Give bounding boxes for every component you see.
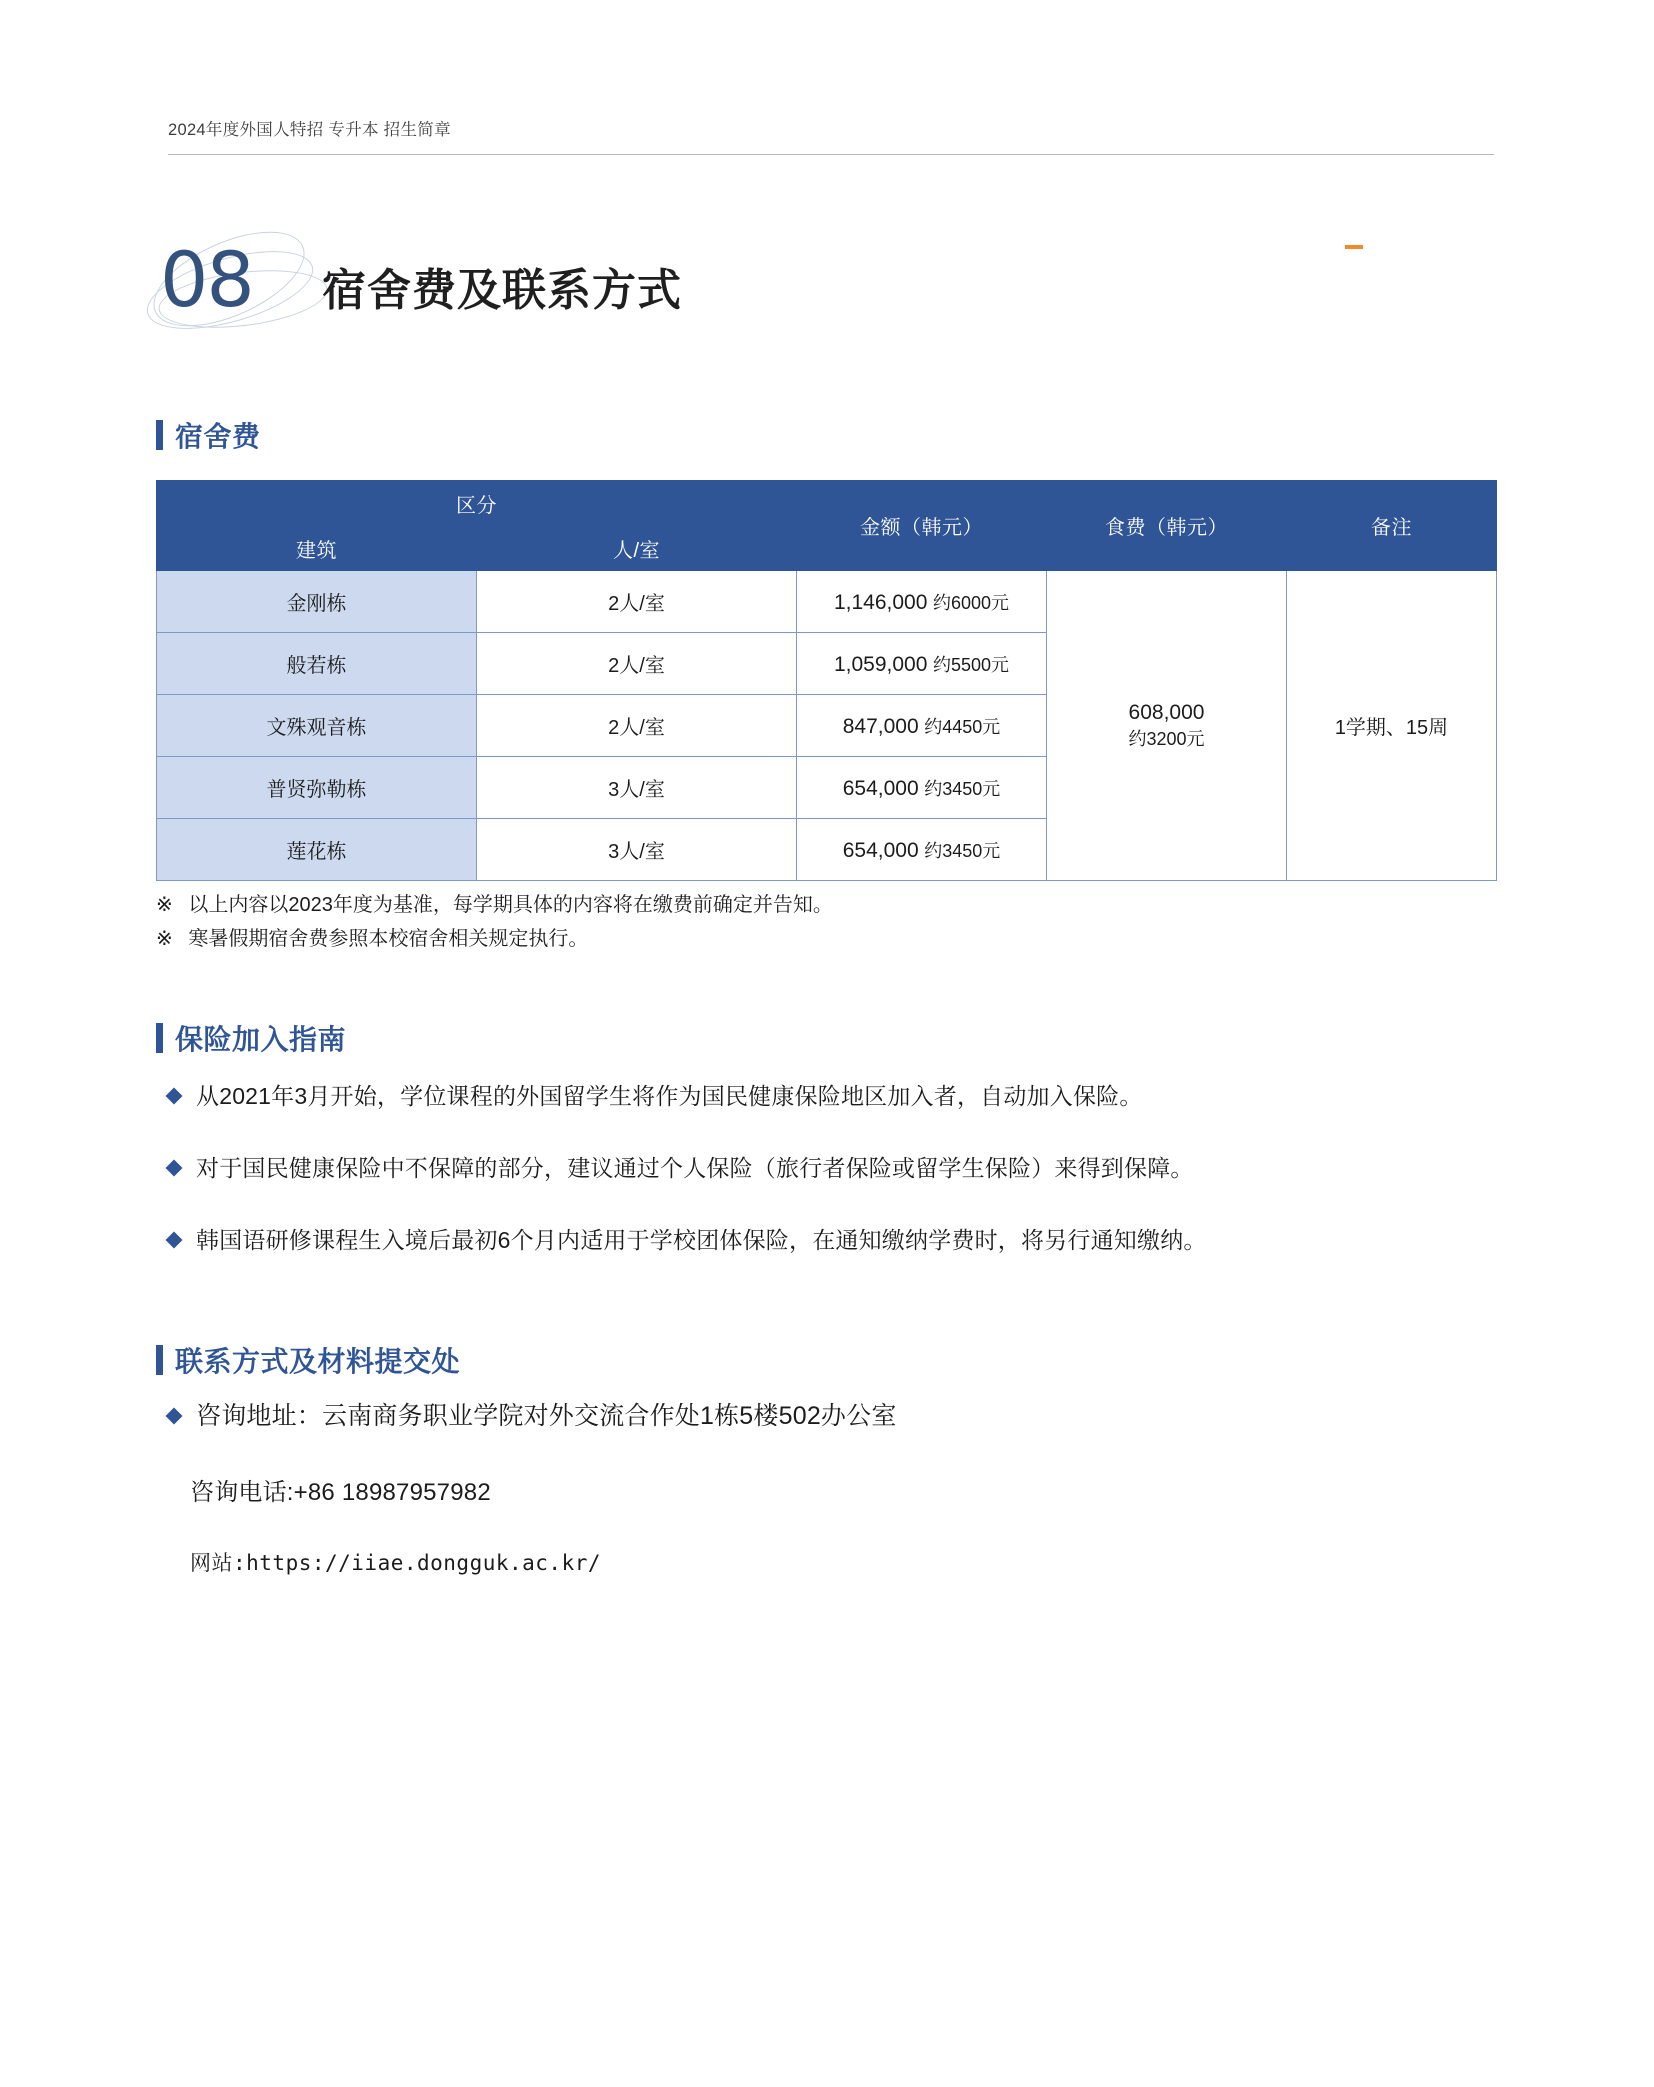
table-header-food: 食费（韩元） xyxy=(1047,481,1287,571)
list-item-text: 对于国民健康保险中不保障的部分，建议通过个人保险（旅行者保险或留学生保险）来得到保障。 xyxy=(196,1155,1194,1181)
header-divider xyxy=(168,154,1494,155)
section-number-badge xyxy=(150,232,340,342)
table-note xyxy=(156,922,833,956)
list-item xyxy=(168,1224,1498,1256)
cell-building: 文殊观音栋 xyxy=(157,695,477,757)
cell-note: 1学期、15周 xyxy=(1287,571,1497,881)
cell-amount-cny: 约3450元 xyxy=(924,778,1001,799)
cell-building: 金刚栋 xyxy=(157,571,477,633)
subheading-bar xyxy=(156,420,163,450)
cell-food-krw: 608,000 xyxy=(1128,700,1205,724)
table-notes xyxy=(156,888,833,956)
table-header-amount: 金额（韩元） xyxy=(797,481,1047,571)
list-item-text: 韩国语研修课程生入境后最初6个月内适用于学校团体保险，在通知缴纳学费时，将另行通知缴纳。 xyxy=(196,1227,1207,1253)
cell-amount xyxy=(797,757,1047,819)
cell-amount xyxy=(797,571,1047,633)
cell-amount-krw: 1,059,000 xyxy=(833,652,928,676)
note-text: 寒暑假期宿舍费参照本校宿舍相关规定执行。 xyxy=(188,928,589,950)
cell-occupancy: 2人/室 xyxy=(477,633,797,695)
cell-amount-cny: 约4450元 xyxy=(924,716,1001,737)
cell-building: 般若栋 xyxy=(157,633,477,695)
list-item xyxy=(168,1080,1498,1112)
cell-occupancy: 3人/室 xyxy=(477,757,797,819)
cell-amount-krw: 1,146,000 xyxy=(833,590,928,614)
cell-occupancy: 2人/室 xyxy=(477,571,797,633)
table-note xyxy=(156,888,833,922)
subheading-insurance xyxy=(156,1018,346,1058)
list-item xyxy=(168,1152,1498,1184)
cell-food-fee xyxy=(1047,571,1287,881)
list-item-text: 从2021年3月开始，学位课程的外国留学生将作为国民健康保险地区加入者，自动加入保险。 xyxy=(196,1083,1143,1109)
section-heading xyxy=(150,232,1350,342)
table-header-note: 备注 xyxy=(1287,481,1497,571)
cell-amount-krw: 847,000 xyxy=(842,714,919,738)
page-title: 宿舍费及联系方式 xyxy=(322,266,682,315)
subheading-bar xyxy=(156,1345,163,1375)
subheading-label: 联系方式及材料提交处 xyxy=(175,1346,461,1377)
table-header-row xyxy=(157,481,1497,526)
subheading-contact xyxy=(156,1340,460,1380)
subheading-dorm-fee xyxy=(156,415,261,455)
cell-amount-cny: 约5500元 xyxy=(932,654,1010,675)
cell-building: 莲花栋 xyxy=(157,819,477,881)
cell-food-cny: 约3200元 xyxy=(1128,728,1205,749)
running-title: 2024年度外国人特招 专升本 招生简章 xyxy=(168,121,451,139)
cell-amount-krw: 654,000 xyxy=(842,776,919,800)
contact-website[interactable]: 网站:https://iiae.dongguk.ac.kr/ xyxy=(190,1551,602,1575)
table-header-building: 建筑 xyxy=(157,526,477,571)
note-text: 以上内容以2023年度为基准，每学期具体的内容将在缴费前确定并告知。 xyxy=(188,894,833,916)
subheading-label: 宿舍费 xyxy=(175,421,261,452)
contact-phone: 咨询电话:+86 18987957982 xyxy=(190,1479,491,1506)
table-header-occupancy: 人/室 xyxy=(477,526,797,571)
dorm-fee-table-wrapper xyxy=(156,480,1496,881)
cell-occupancy: 2人/室 xyxy=(477,695,797,757)
insurance-bullet-list xyxy=(168,1080,1498,1296)
diamond-bullet-icon xyxy=(166,1088,183,1105)
cell-amount xyxy=(797,633,1047,695)
cell-amount xyxy=(797,819,1047,881)
diamond-bullet-icon xyxy=(166,1232,183,1249)
subheading-label: 保险加入指南 xyxy=(175,1024,347,1055)
dorm-fee-table xyxy=(156,480,1497,881)
cell-amount-cny: 约3450元 xyxy=(924,840,1001,861)
page-header xyxy=(168,116,1498,155)
cell-building: 普贤弥勒栋 xyxy=(157,757,477,819)
section-number: 08 xyxy=(160,235,253,324)
table-header-group-division: 区分 xyxy=(157,481,797,526)
cell-occupancy: 3人/室 xyxy=(477,819,797,881)
subheading-bar xyxy=(156,1023,163,1053)
diamond-bullet-icon xyxy=(166,1160,183,1177)
table-row xyxy=(157,571,1497,633)
contact-address-row xyxy=(168,1400,1498,1432)
contact-block xyxy=(168,1400,1498,1577)
diamond-bullet-icon xyxy=(166,1408,183,1425)
note-mark: ※ xyxy=(156,928,173,950)
note-mark: ※ xyxy=(156,894,173,916)
cell-amount-cny: 约6000元 xyxy=(932,592,1010,613)
cell-amount xyxy=(797,695,1047,757)
cell-amount-krw: 654,000 xyxy=(842,838,919,862)
orange-marker-icon xyxy=(1345,245,1363,249)
contact-address: 咨询地址：云南商务职业学院对外交流合作处1栋5楼502办公室 xyxy=(196,1402,897,1430)
